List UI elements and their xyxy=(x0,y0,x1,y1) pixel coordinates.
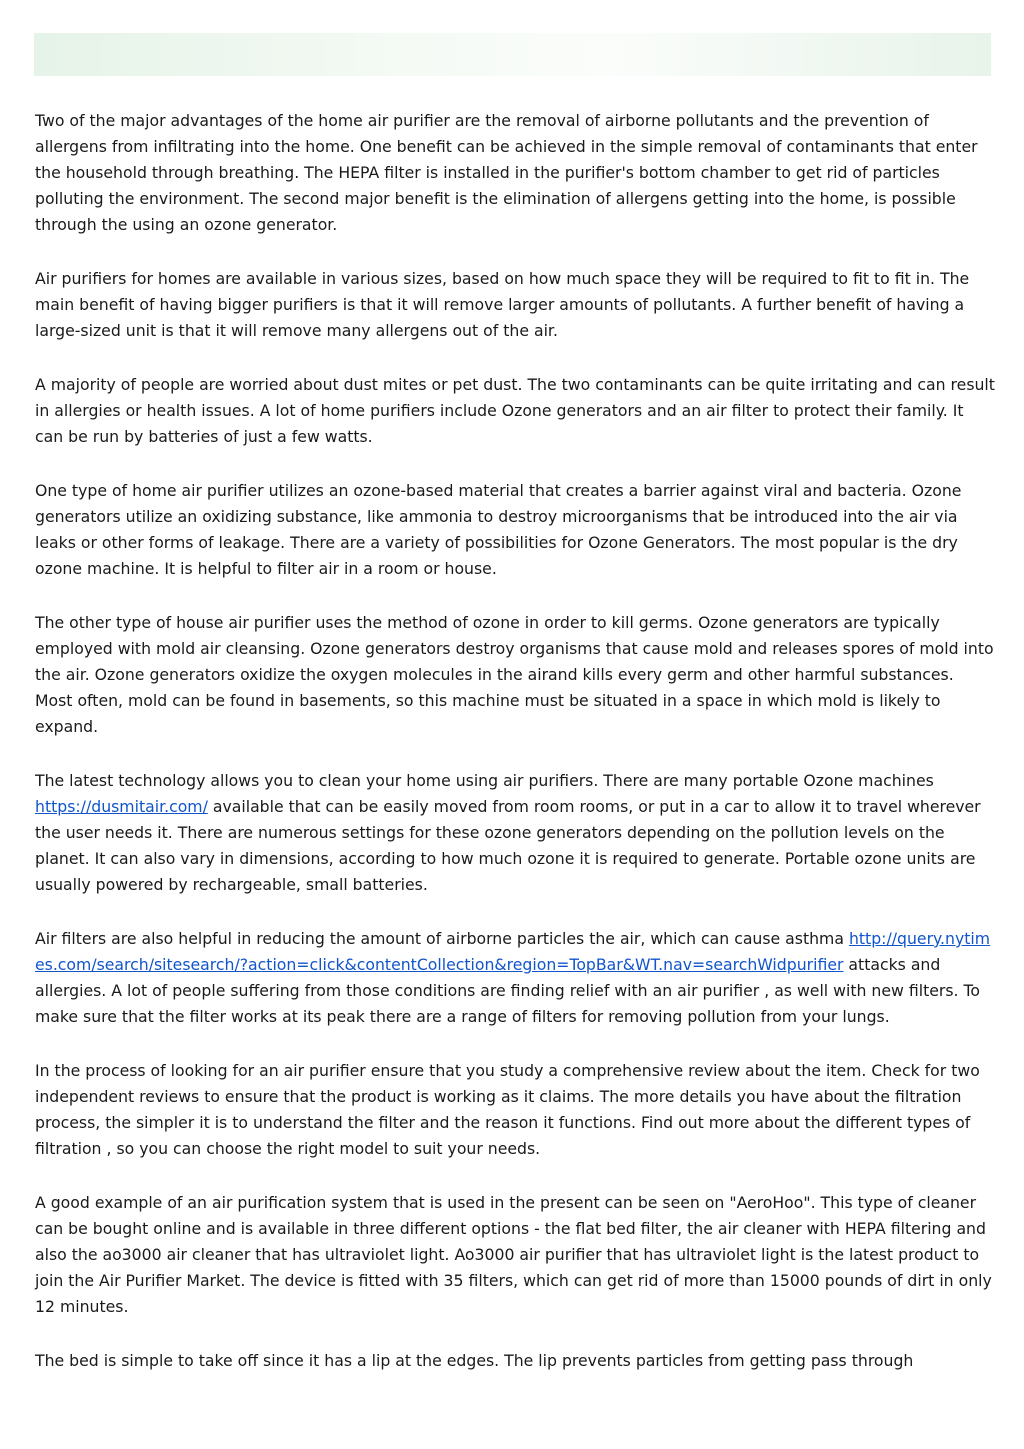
paragraph-4: One type of home air purifier utilizes an ozone-based material that creates a barrier against viral and bacteria. Ozone generators utilize an oxidizing substance, like ammonia to destroy microorganisms that be introduced into the air via leaks or other forms of leakage. There are a variety of possibilities for Ozone Generators. The most popular is the dry ozone machine. It is helpful to filter air in a room or house. xyxy=(35,481,962,578)
paragraph-9: A good example of an air purification system that is used in the present can be seen on "AeroHoo". This type of cleaner can be bought online and is available in three different options - the flat bed filter, the air cleaner with HEPA filtering and also the ao3000 air cleaner that has ultraviolet light. Ao3000 air purifier that has ultraviolet light is the latest product to join the Air Purifier Market. The device is fitted with 35 filters, which can get rid of more than 15000 pounds of dirt in only 12 minutes. xyxy=(35,1193,992,1316)
header-banner xyxy=(34,33,991,76)
paragraph-3: A majority of people are worried about dust mites or pet dust. The two contaminants can be quite irritating and can result in allergies or health issues. A lot of home purifiers include Ozone generators and an air filter to protect their family. It can be run by batteries of just a few watts. xyxy=(35,375,995,446)
paragraph-1: Two of the major advantages of the home air purifier are the removal of airborne pollutants and the prevention of allergens from infiltrating into the home. One benefit can be achieved in the simple removal of contaminants that enter the household through breathing. The HEPA filter is installed in the purifier's bottom chamber to get rid of particles polluting the environment. The second major benefit is the elimination of allergens getting into the home, is possible through the using an ozone generator. xyxy=(35,111,978,234)
paragraph-6 xyxy=(35,768,995,898)
paragraph-8: In the process of looking for an air purifier ensure that you study a comprehensive review about the item. Check for two independent reviews to ensure that the product is working as it claims. The more details you have about the filtration process, the simpler it is to understand the filter and the reason it functions. Find out more about the different types of filtration , so you can choose the right model to suit your needs. xyxy=(35,1061,980,1158)
paragraph-7 xyxy=(35,926,995,1030)
paragraph-6-text-after: available that can be easily moved from room rooms, or put in a car to allow it to travel wherever the user needs it. There are numerous settings for these ozone generators depending on the pollution levels on the planet. It can also vary in dimensions, according to how much ozone it is required to generate. Portable ozone units are usually powered by rechargeable, small batteries. xyxy=(35,796,981,894)
paragraph-2: Air purifiers for homes are available in various sizes, based on how much space they will be required to fit to fit in. The main benefit of having bigger purifiers is that it will remove larger amounts of pollutants. A further benefit of having a large-sized unit is that it will remove many allergens out of the air. xyxy=(35,268,970,340)
paragraph-10: The bed is simple to take off since it has a lip at the edges. The lip prevents particles from getting pass through xyxy=(35,1350,914,1370)
paragraph-5: The other type of house air purifier uses the method of ozone in order to kill germs. Ozone generators are typically employed with mold air cleansing. Ozone generators destroy organisms that cause mold and releases spores of mold into the air. Ozone generators oxidize the oxygen molecules in the airand kills every germ and other harmful substances. Most often, mold can be found in basements, so this machine must be situated in a space in which mold is likely to expand. xyxy=(35,613,994,736)
paragraph-7-text-before: Air filters are also helpful in reducing the amount of airborne particles the air, which can cause asthma xyxy=(35,929,849,948)
nytimes-search-link[interactable]: http://query.nytimes.com/search/sitesearch/?action=click&contentCollection&region=TopBar&WT.nav=searchWidpurifier xyxy=(35,929,991,974)
paragraph-6-text-before: The latest technology allows you to clean your home using air purifiers. There are many portable Ozone machines xyxy=(35,771,934,791)
dusmitair-link[interactable]: https://dusmitair.com/ xyxy=(35,796,208,816)
paragraph-7-text-after: attacks and allergies. A lot of people suffering from those conditions are finding relief with an air purifier , as well with new filters. To make sure that the filter works at its peak there are a range of filters for removing pollution from your lungs. xyxy=(35,954,980,1026)
article-body xyxy=(35,108,995,1374)
